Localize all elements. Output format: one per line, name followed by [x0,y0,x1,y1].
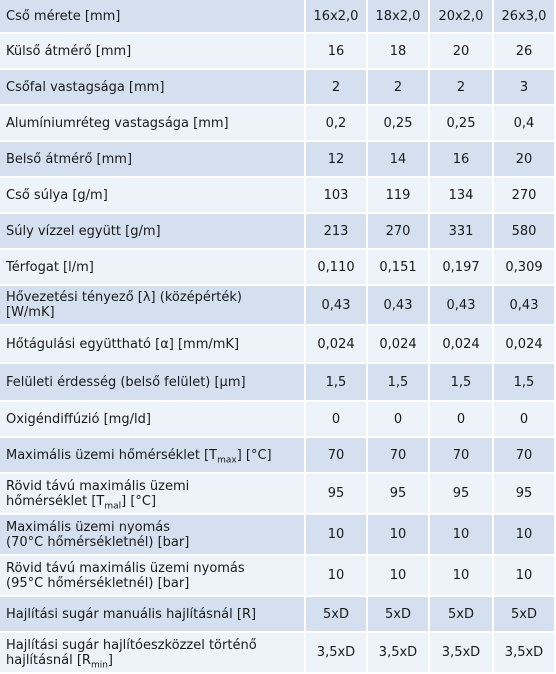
table-row [0,515,556,556]
table-row [0,70,556,106]
row-value: 5xD [430,597,494,633]
row-value: 20 [430,34,494,70]
row-label [0,556,306,597]
row-value: 70 [368,438,430,474]
row-label: Külső átmérő [mm] [0,34,306,70]
header-label: Cső mérete [mm] [0,0,306,34]
row-value: 0,25 [368,106,430,142]
row-value: 3,5xD [494,633,556,674]
table-row [0,633,556,674]
row-value: 26 [494,34,556,70]
row-value: 213 [306,214,368,250]
row-value: 95 [306,474,368,515]
row-value: 0,43 [430,286,494,326]
row-value: 0,2 [306,106,368,142]
row-value: 270 [494,178,556,214]
table-row [0,402,556,438]
row-value: 119 [368,178,430,214]
row-label: Oxigéndiffúzió [mg/ld] [0,402,306,438]
table-row [0,364,556,402]
row-value: 2 [368,70,430,106]
row-value: 3,5xD [368,633,430,674]
row-value: 10 [306,515,368,556]
row-value: 10 [494,556,556,597]
row-value: 103 [306,178,368,214]
row-label-text: ] [°C] [121,493,157,509]
row-label-subscript: mal [104,501,122,512]
row-label: Hőtágulási együttható [α] [mm/mK] [0,326,306,364]
row-value: 70 [494,438,556,474]
row-label: Csőfal vastagsága [mm] [0,70,306,106]
row-value: 0,024 [306,326,368,364]
row-label: Súly vízzel együtt [g/m] [0,214,306,250]
row-label-line1: Rövid távú maximális üzemi nyomás [6,560,245,576]
header-size: 20x2,0 [430,0,494,34]
table-row [0,214,556,250]
table-row [0,597,556,633]
row-value: 12 [306,142,368,178]
row-value: 0,151 [368,250,430,286]
row-label-text: Maximális üzemi hőmérséklet [T [6,447,218,463]
row-label-line2: (70°C hőmérsékletnél) [bar] [6,534,190,550]
row-label-line2: [W/mK] [6,305,55,320]
row-value: 10 [306,556,368,597]
table-row [0,106,556,142]
row-value: 580 [494,214,556,250]
row-label-line1: Maximális üzemi nyomás [6,519,171,535]
row-label-line2: (95°C hőmérsékletnél) [bar] [6,575,190,591]
row-value: 95 [368,474,430,515]
header-size: 18x2,0 [368,0,430,34]
row-label: Cső súlya [g/m] [0,178,306,214]
row-value: 270 [368,214,430,250]
row-label-line1: Rövid távú maximális üzemi [6,478,190,494]
row-value: 10 [368,515,430,556]
row-value: 3,5xD [306,633,368,674]
row-value: 2 [306,70,368,106]
row-label [0,515,306,556]
header-size: 26x3,0 [494,0,556,34]
row-value: 5xD [494,597,556,633]
row-value: 0,197 [430,250,494,286]
table-row [0,286,556,326]
row-value: 2 [430,70,494,106]
row-value: 70 [306,438,368,474]
row-value: 0,024 [494,326,556,364]
row-label [0,633,306,674]
row-value: 0,024 [368,326,430,364]
row-label-text: hajlításnál [R [6,652,91,668]
row-label-text: hőmérséklet [T [6,493,105,509]
row-label: Belső átmérő [mm] [0,142,306,178]
row-value: 0 [368,402,430,438]
row-value: 10 [430,515,494,556]
row-label-subscript: max [217,455,237,466]
table-row [0,142,556,178]
row-value: 1,5 [430,364,494,402]
row-value: 134 [430,178,494,214]
row-value: 1,5 [306,364,368,402]
row-value: 0 [430,402,494,438]
row-value: 0,43 [368,286,430,326]
row-value: 18 [368,34,430,70]
row-value: 0,024 [430,326,494,364]
table-row [0,326,556,364]
row-value: 3 [494,70,556,106]
table-row [0,474,556,515]
row-value: 70 [430,438,494,474]
row-label: Térfogat [l/m] [0,250,306,286]
row-value: 331 [430,214,494,250]
row-value: 5xD [368,597,430,633]
row-value: 0,43 [494,286,556,326]
row-value: 0,25 [430,106,494,142]
row-label: Felületi érdesség (belső felület) [μm] [0,364,306,402]
row-value: 16 [306,34,368,70]
row-label [0,438,306,474]
row-label: Alumíniumréteg vastagsága [mm] [0,106,306,142]
row-value: 10 [494,515,556,556]
row-value: 16 [430,142,494,178]
row-value: 0 [306,402,368,438]
row-label [0,286,306,326]
table-row [0,34,556,70]
row-label-text: ] [°C] [236,447,272,463]
row-value: 1,5 [368,364,430,402]
row-label: Hajlítási sugár manuális hajlításnál [R] [0,597,306,633]
table-row [0,556,556,597]
row-label [0,474,306,515]
row-value: 95 [494,474,556,515]
row-value: 3,5xD [430,633,494,674]
row-value: 0,110 [306,250,368,286]
table-row [0,250,556,286]
row-label-line1: Hajlítási sugár hajlítóeszközzel történő [6,637,257,653]
row-label-text: ] [107,652,113,668]
row-value: 0,309 [494,250,556,286]
row-value: 5xD [306,597,368,633]
table-row [0,438,556,474]
row-value: 0,43 [306,286,368,326]
header-size: 16x2,0 [306,0,368,34]
row-value: 0,4 [494,106,556,142]
row-value: 20 [494,142,556,178]
row-value: 1,5 [494,364,556,402]
table-header-row [0,0,556,34]
row-label-line1: Hővezetési tényező [λ] (középérték) [6,290,242,305]
row-value: 10 [430,556,494,597]
row-value: 10 [368,556,430,597]
table-row [0,178,556,214]
row-value: 0 [494,402,556,438]
row-value: 95 [430,474,494,515]
row-label-subscript: min [90,660,108,671]
row-value: 14 [368,142,430,178]
